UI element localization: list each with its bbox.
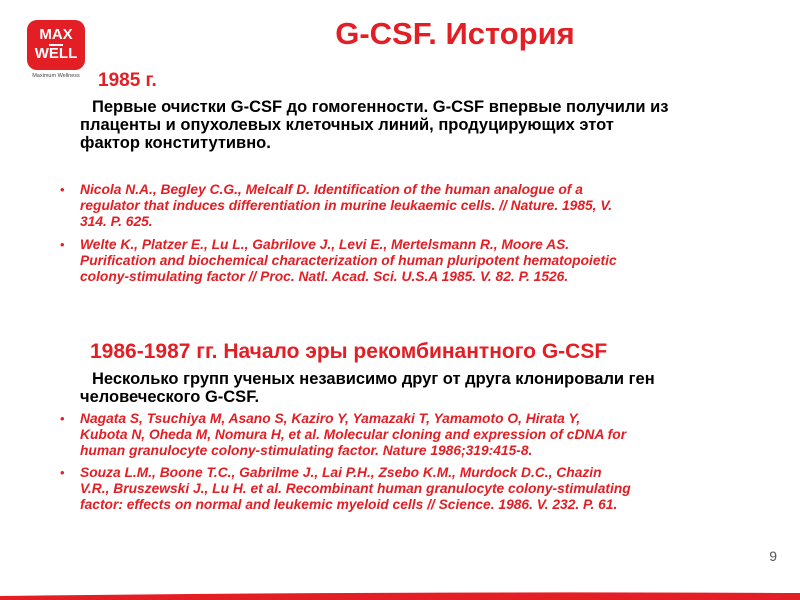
reference-line: Souza L.M., Boone T.C., Gabrilme J., Lai P.H., Zsebo K.M., Murdock D.C., Chazin — [80, 465, 602, 480]
bullet-marker: • — [60, 465, 65, 480]
logo-text-well: WELL — [34, 45, 78, 62]
reference-line: regulator that induces differentiation in murine leukaemic cells. // Nature. 1985, V. — [80, 198, 613, 213]
section2-heading: 1986-1987 гг. Начало эры рекомбинантного G-CSF — [90, 340, 608, 363]
section1-text-line2: плаценты и опухолевых клеточных линий, продуцирующих этот — [80, 116, 614, 134]
logo-text-max: MAX — [39, 26, 73, 43]
section1-text-line3: фактор конститутивно. — [80, 134, 271, 152]
logo-tagline: Maximum Wellness — [32, 73, 80, 79]
slide-title: G-CSF. История — [335, 16, 575, 51]
section1-heading: 1985 г. — [98, 70, 157, 91]
bullet-marker: • — [60, 411, 65, 426]
bottom-decorative-bar — [0, 591, 800, 600]
bullet-marker: • — [60, 237, 65, 252]
reference-1 — [80, 182, 780, 230]
reference-line: colony-stimulating factor // Proc. Natl. Acad. Sci. U.S.A 1985. V. 82. P. 1526. — [80, 269, 569, 284]
section1-text-line1: Первые очистки G-CSF до гомогенности. G-CSF впервые получили из — [92, 98, 669, 116]
page-number: 9 — [769, 548, 777, 564]
reference-line: Nagata S, Tsuchiya M, Asano S, Kaziro Y, Yamazaki T, Yamamoto O, Hirata Y, — [80, 411, 581, 426]
bottom-swoosh-shape — [0, 592, 800, 600]
reference-line: factor: effects on normal and leukemic myeloid cells // Science. 1986. V. 232. P. 61. — [80, 497, 618, 512]
reference-3 — [80, 411, 780, 459]
reference-line: Nicola N.A., Begley C.G., Melcalf D. Identification of the human analogue of a — [80, 182, 583, 197]
reference-4 — [80, 465, 780, 513]
reference-line: human granulocyte colony-stimulating factor. Nature 1986;319:415-8. — [80, 443, 533, 458]
reference-line: 314. P. 625. — [80, 214, 153, 229]
bullet-marker: • — [60, 182, 65, 197]
reference-2 — [80, 237, 780, 285]
section2-text-line2: человеческого G-CSF. — [80, 388, 260, 406]
reference-line: Kubota N, Oheda M, Nomura H, et al. Molecular cloning and expression of cDNA for — [80, 427, 627, 442]
section2-text-line1: Несколько групп ученых независимо друг от друга клонировали ген — [92, 370, 655, 388]
reference-line: Welte K., Platzer E., Lu L., Gabrilove J., Levi E., Mertelsmann R., Moore AS. — [80, 237, 570, 252]
reference-line: Purification and biochemical characterization of human pluripotent hematopoietic — [80, 253, 617, 268]
reference-line: V.R., Bruszewski J., Lu H. et al. Recombinant human granulocyte colony-stimulating — [80, 481, 631, 496]
